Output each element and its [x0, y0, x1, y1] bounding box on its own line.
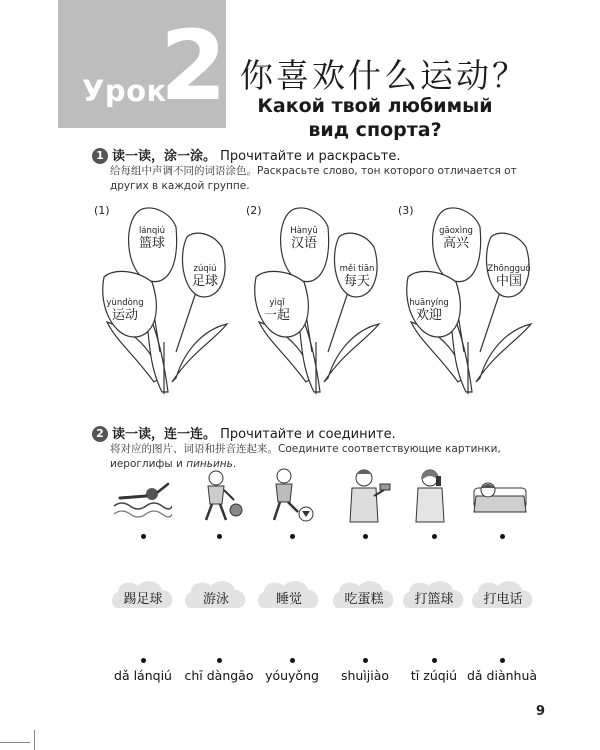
lesson-title-chinese: 你喜欢什么运动？: [240, 56, 528, 95]
flower-word[interactable]: Zhōngguó 中国: [487, 264, 531, 289]
match-dot[interactable]: [500, 534, 505, 539]
pinyin-option[interactable]: shuìjiào: [340, 668, 390, 683]
group-label: (1): [94, 204, 110, 217]
word-tag[interactable]: 踢足球: [110, 578, 176, 616]
phone-icon: [406, 466, 466, 524]
task2-instruction: 将对应的图片、词语和拼音连起来。Соедините соответствующие картинки, иероглифы и пиньинь.: [110, 443, 501, 470]
flower-group-1: [92, 202, 242, 402]
flower-word[interactable]: gāoxìng 高兴: [439, 226, 473, 251]
word-tag[interactable]: 吃蛋糕: [331, 578, 397, 616]
flower-group-3: [396, 202, 546, 402]
match-dot[interactable]: [217, 658, 222, 663]
match-dot[interactable]: [432, 658, 437, 663]
task1-number: 1: [92, 148, 108, 164]
flower-word[interactable]: huānyíng 欢迎: [409, 298, 449, 323]
crop-mark: [34, 730, 35, 750]
lesson-title-russian: Какой твой любимый вид спорта?: [257, 95, 493, 141]
word-tag[interactable]: 打篮球: [401, 578, 467, 616]
lesson-number: 2: [160, 10, 227, 122]
flower-group-2: [244, 202, 394, 402]
match-dot[interactable]: [141, 534, 146, 539]
pinyin-option[interactable]: dǎ lánqiú: [114, 668, 172, 683]
task2-number: 2: [92, 426, 108, 442]
match-dot[interactable]: [432, 534, 437, 539]
flower-word[interactable]: yìqǐ 一起: [263, 298, 290, 323]
swimming-icon: [112, 466, 172, 524]
task2-title-cn: 读一读，连一连。: [112, 427, 217, 442]
flower-word[interactable]: Hànyǔ 汉语: [290, 226, 318, 251]
pinyin-option[interactable]: chī dàngāo: [184, 668, 254, 683]
pinyin-option[interactable]: yóuyǒng: [265, 668, 319, 683]
pinyin-option[interactable]: tī zúqiú: [410, 668, 458, 683]
match-dot[interactable]: [290, 534, 295, 539]
flower-word[interactable]: měi tiān 每天: [339, 264, 375, 289]
basketball-icon: [188, 466, 248, 524]
task1-title-cn: 读一读，涂一涂。: [112, 149, 217, 164]
group-label: (2): [246, 204, 262, 217]
match-dot[interactable]: [217, 534, 222, 539]
match-dot[interactable]: [141, 658, 146, 663]
cake-icon: [336, 466, 396, 524]
flower-word[interactable]: lánqiú 篮球: [138, 226, 166, 251]
sleeping-icon: [470, 466, 530, 524]
task2-heading: [92, 423, 396, 442]
task1-title-ru: Прочитайте и раскрасьте.: [220, 149, 401, 164]
task1-heading: [92, 145, 401, 164]
word-tag[interactable]: 睡觉: [256, 578, 322, 616]
pinyin-option[interactable]: dǎ diànhuà: [466, 668, 538, 683]
word-tag[interactable]: 游泳: [183, 578, 249, 616]
match-dot[interactable]: [500, 658, 505, 663]
football-icon: [262, 466, 322, 524]
flower-word[interactable]: zúqiú 足球: [191, 264, 218, 289]
page-number: 9: [536, 704, 546, 719]
lesson-word: Урок: [82, 74, 167, 108]
task1-instruction: 给每组中声调不同的词语涂色。Раскрасьте слово, тон которого отличается от других в каждой группе.: [110, 165, 517, 192]
crop-mark: [0, 742, 30, 743]
match-dot[interactable]: [290, 658, 295, 663]
match-dot[interactable]: [363, 534, 368, 539]
match-dot[interactable]: [363, 658, 368, 663]
flower-word[interactable]: yùndòng 运动: [106, 298, 144, 323]
word-tag[interactable]: 打电话: [470, 578, 536, 616]
task2-title-ru: Прочитайте и соедините.: [220, 427, 396, 442]
group-label: (3): [398, 204, 414, 217]
